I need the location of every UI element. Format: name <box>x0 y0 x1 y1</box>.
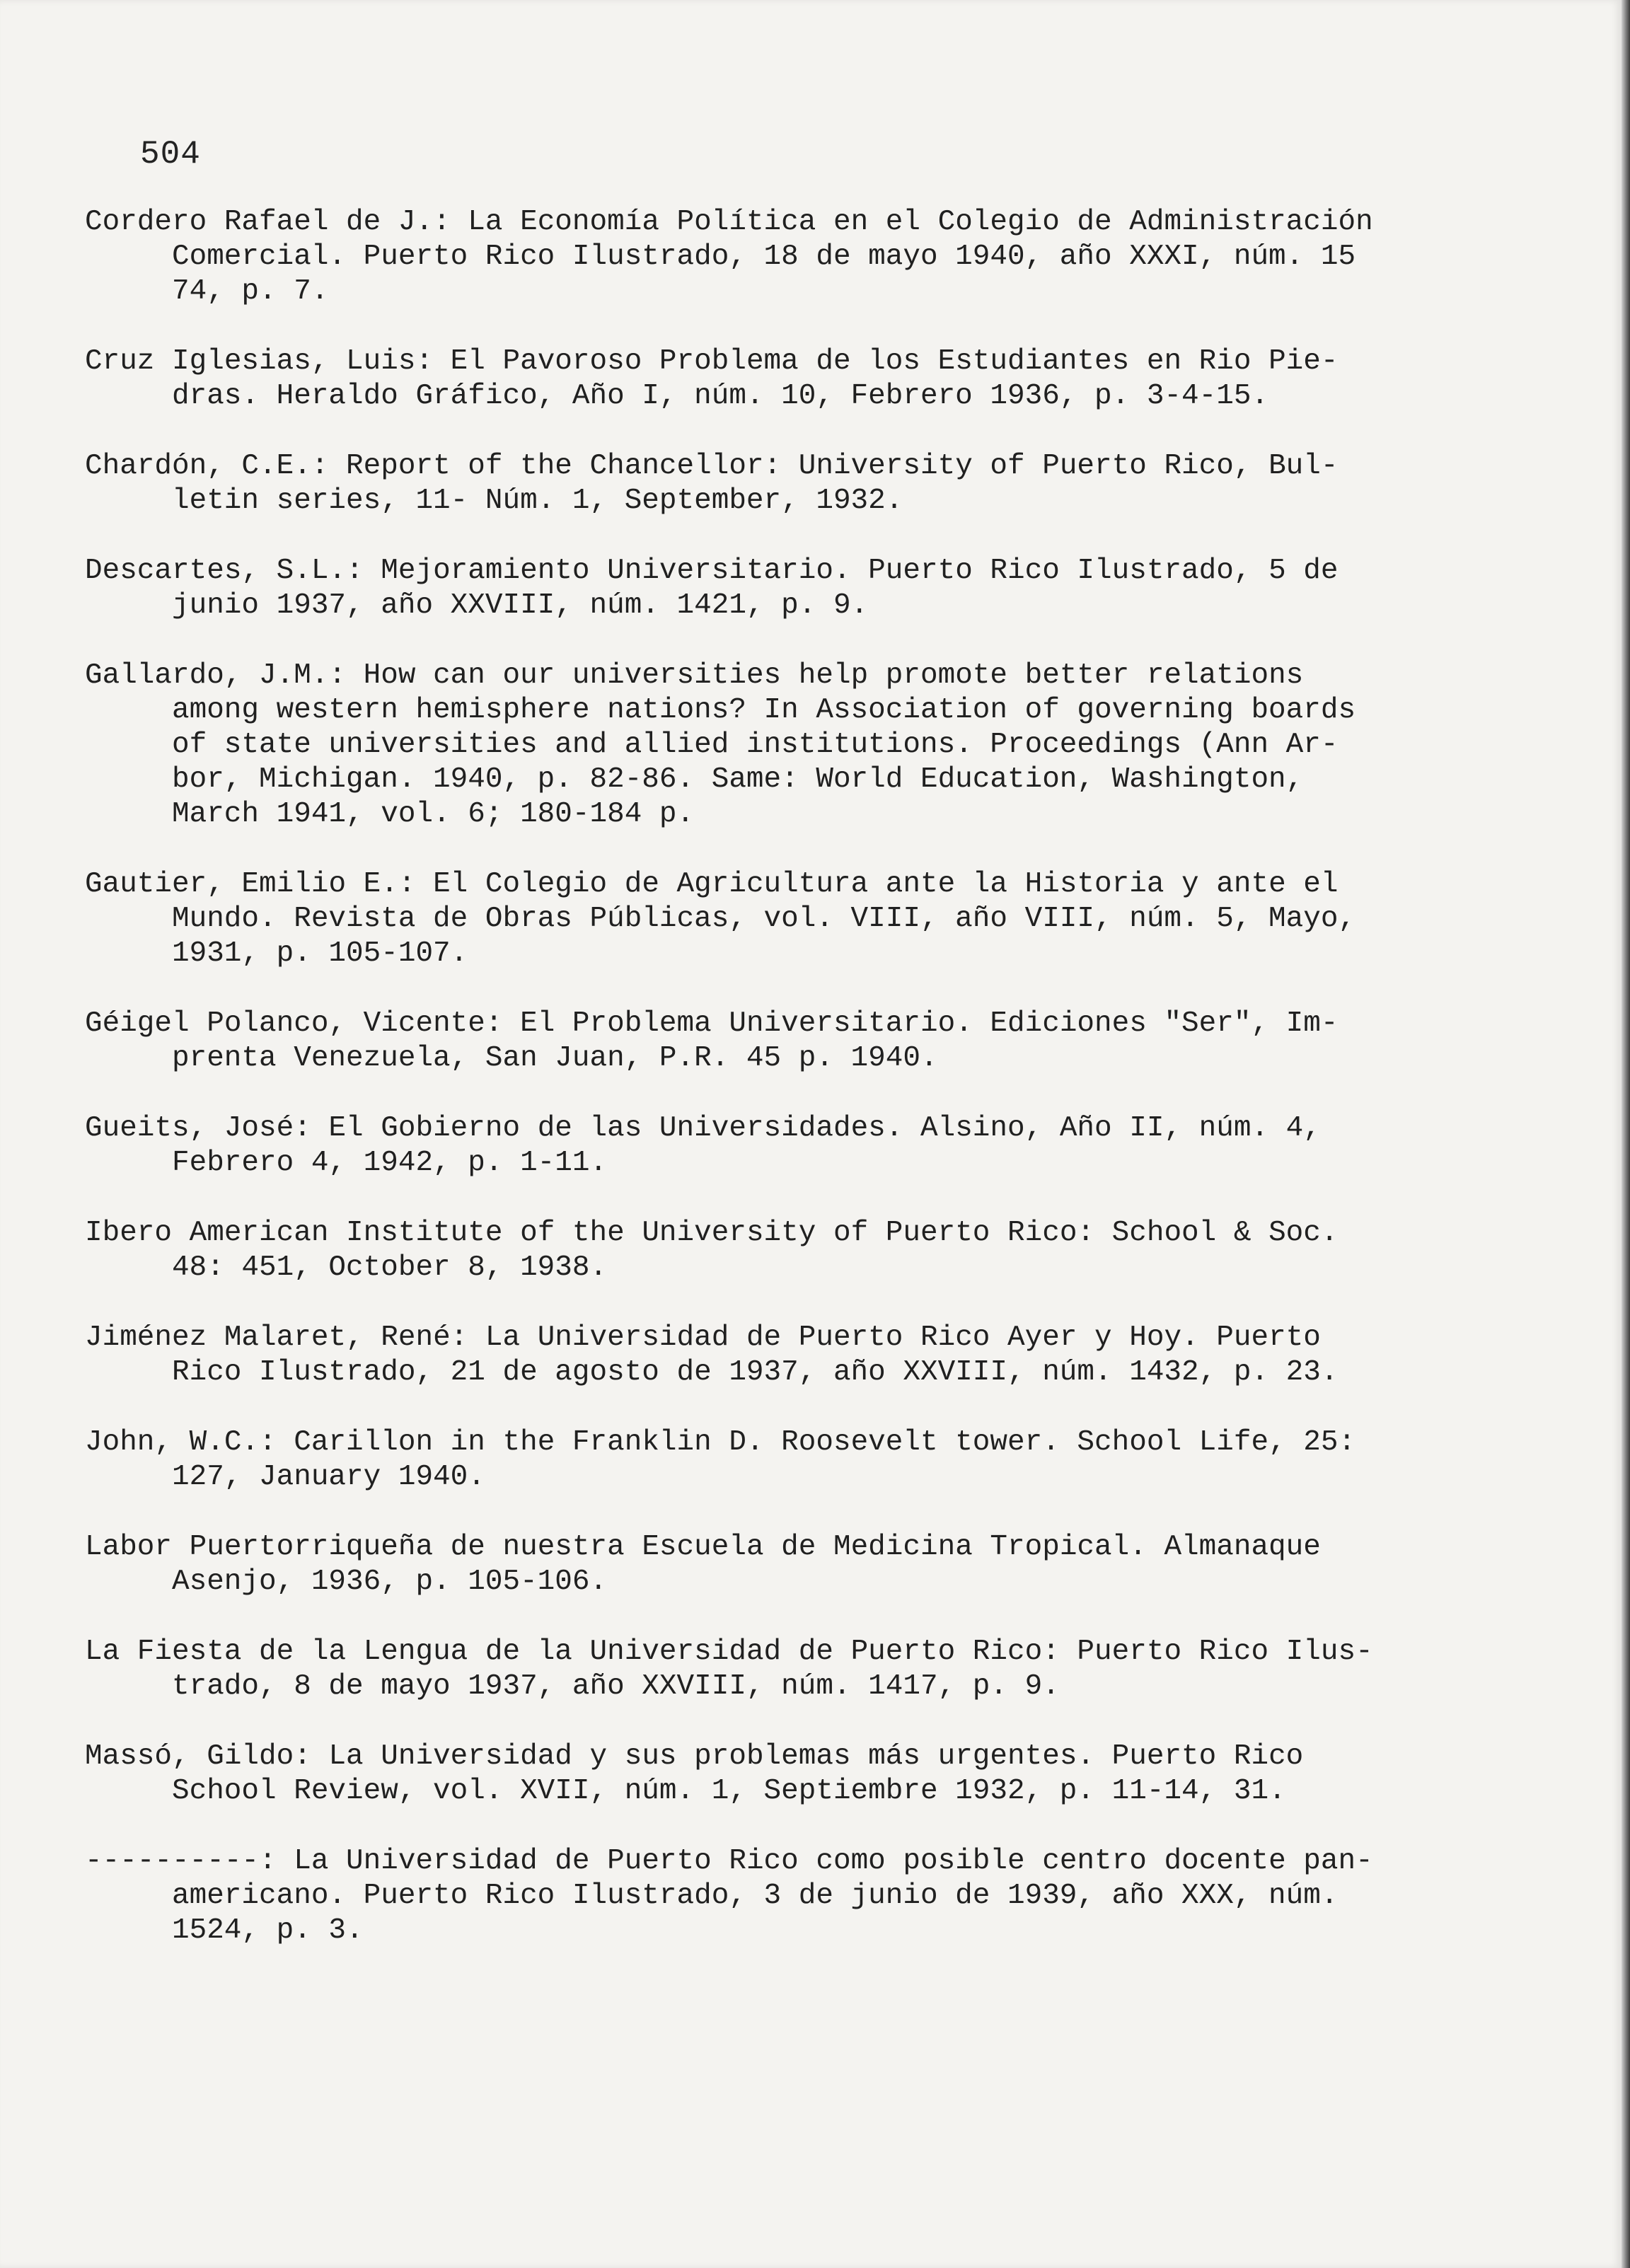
entry-line: Descartes, S.L.: Mejoramiento Universitario. Puerto Rico Ilustrado, 5 de <box>85 555 1339 587</box>
entry-line: ----------: La Universidad de Puerto Rico como posible centro docente pan- <box>85 1845 1373 1878</box>
entry-line: March 1941, vol. 6; 180-184 p. <box>172 798 695 831</box>
bibliography-entry <box>85 1007 1429 1076</box>
entry-line: Gallardo, J.M.: How can our universities help promote better relations <box>85 659 1304 692</box>
entry-line: 1524, p. 3. <box>172 1914 364 1947</box>
entry-line: Chardón, C.E.: Report of the Chancellor: University of Puerto Rico, Bul- <box>85 450 1339 482</box>
entry-line: School Review, vol. XVII, núm. 1, Septiembre 1932, p. 11-14, 31. <box>172 1775 1286 1807</box>
entry-line: trado, 8 de mayo 1937, año XXVIII, núm. 1417, p. 9. <box>172 1670 1060 1703</box>
bibliography-entry <box>85 1530 1429 1599</box>
bibliography-list <box>85 205 1429 1984</box>
entry-line: John, W.C.: Carillon in the Franklin D. Roosevelt tower. School Life, 25: <box>85 1426 1356 1459</box>
page-number: 504 <box>140 136 201 173</box>
bibliography-entry <box>85 1740 1429 1809</box>
entry-line: Massó, Gildo: La Universidad y sus problemas más urgentes. Puerto Rico <box>85 1740 1304 1773</box>
bibliography-entry <box>85 1844 1429 1948</box>
bibliography-entry <box>85 659 1429 832</box>
entry-line: Comercial. Puerto Rico Ilustrado, 18 de mayo 1940, año XXXI, núm. 15 <box>172 241 1356 273</box>
entry-line: of state universities and allied institutions. Proceedings (Ann Ar- <box>172 729 1339 761</box>
bibliography-entry <box>85 205 1429 309</box>
bibliography-entry <box>85 449 1429 519</box>
entry-line: 127, January 1940. <box>172 1461 485 1493</box>
entry-line: Ibero American Institute of the University of Puerto Rico: School & Soc. <box>85 1217 1339 1249</box>
entry-line: junio 1937, año XXVIII, núm. 1421, p. 9. <box>172 589 869 622</box>
page-edge-shadow <box>1622 0 1630 2268</box>
entry-line: Géigel Polanco, Vicente: El Problema Universitario. Ediciones "Ser", Im- <box>85 1007 1339 1040</box>
entry-line: Gautier, Emilio E.: El Colegio de Agricultura ante la Historia y ante el <box>85 868 1339 901</box>
entry-line: prenta Venezuela, San Juan, P.R. 45 p. 1940. <box>172 1042 938 1075</box>
entry-line: 48: 451, October 8, 1938. <box>172 1251 608 1284</box>
entry-line: Rico Ilustrado, 21 de agosto de 1937, año XXVIII, núm. 1432, p. 23. <box>172 1356 1339 1389</box>
entry-line: Gueits, José: El Gobierno de las Universidades. Alsino, Año II, núm. 4, <box>85 1112 1321 1145</box>
entry-line: Labor Puertorriqueña de nuestra Escuela de Medicina Tropical. Almanaque <box>85 1531 1321 1563</box>
entry-line: 74, p. 7. <box>172 275 329 308</box>
entry-line: Jiménez Malaret, René: La Universidad de Puerto Rico Ayer y Hoy. Puerto <box>85 1321 1321 1354</box>
entry-line: Asenjo, 1936, p. 105-106. <box>172 1566 608 1598</box>
entry-line: dras. Heraldo Gráfico, Año I, núm. 10, Febrero 1936, p. 3-4-15. <box>172 380 1269 412</box>
entry-line: La Fiesta de la Lengua de la Universidad de Puerto Rico: Puerto Rico Ilus- <box>85 1636 1373 1668</box>
bibliography-entry <box>85 1635 1429 1704</box>
entry-line: Mundo. Revista de Obras Públicas, vol. VIII, año VIII, núm. 5, Mayo, <box>172 903 1356 935</box>
bibliography-entry <box>85 1425 1429 1495</box>
entry-line: bor, Michigan. 1940, p. 82-86. Same: World Education, Washington, <box>172 763 1304 796</box>
bibliography-entry <box>85 1321 1429 1390</box>
entry-line: Febrero 4, 1942, p. 1-11. <box>172 1147 608 1179</box>
entry-line: letin series, 11- Núm. 1, September, 1932. <box>172 485 903 517</box>
entry-line: Cordero Rafael de J.: La Economía Política en el Colegio de Administración <box>85 206 1373 238</box>
bibliography-entry <box>85 345 1429 414</box>
bibliography-entry <box>85 554 1429 623</box>
bibliography-entry <box>85 1216 1429 1285</box>
bibliography-entry <box>85 1111 1429 1181</box>
bibliography-entry <box>85 867 1429 971</box>
entry-line: Cruz Iglesias, Luis: El Pavoroso Problema de los Estudiantes en Rio Pie- <box>85 345 1339 378</box>
entry-line: 1931, p. 105-107. <box>172 937 468 970</box>
entry-line: americano. Puerto Rico Ilustrado, 3 de junio de 1939, año XXX, núm. <box>172 1880 1339 1912</box>
entry-line: among western hemisphere nations? In Association of governing boards <box>172 694 1356 727</box>
